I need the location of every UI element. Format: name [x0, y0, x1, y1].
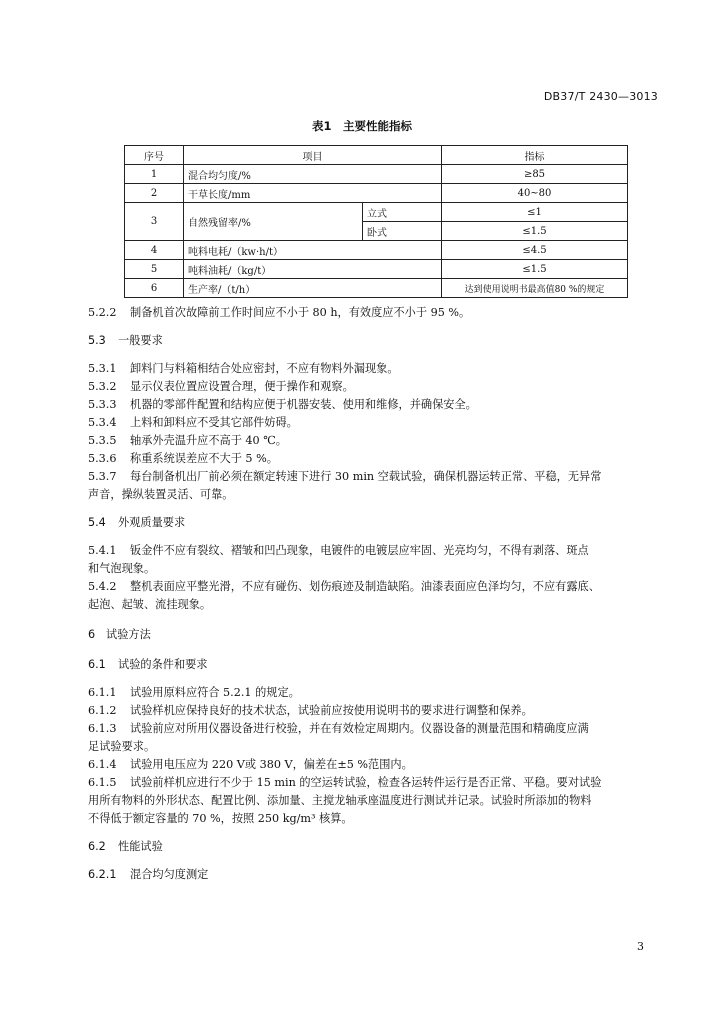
row-no: 6 — [125, 279, 184, 298]
clause-text-line: 每台制备机出厂前必须在额定转速下进行 30 min 空载试验，确保机器运转正常、平稳，无异常 — [130, 470, 602, 483]
chapter-title: 试验方法 — [106, 628, 151, 641]
section-title: 外观质量要求 — [118, 516, 186, 529]
clause-number: 5.3.1 — [88, 362, 117, 375]
clause-number: 6.1.1 — [88, 686, 117, 699]
document-body — [88, 304, 658, 884]
section-6-2-1-heading — [88, 866, 658, 884]
row-no: 3 — [125, 203, 184, 241]
clause-6-1-2 — [88, 702, 658, 720]
clause-5-3-5 — [88, 432, 658, 450]
section-number: 6.2 — [88, 840, 106, 853]
clause-5-3-7 — [88, 468, 658, 486]
row-subtype: 立式 — [363, 203, 442, 222]
row-item: 吨料油耗/（kg/t） — [184, 260, 442, 279]
clause-5-4-2-cont — [88, 596, 658, 614]
clause-number: 5.3.7 — [88, 470, 117, 483]
section-number: 5.4 — [88, 516, 106, 529]
table-header-row — [125, 146, 628, 165]
row-item: 生产率/（t/h） — [184, 279, 442, 298]
performance-table — [124, 145, 628, 298]
clause-number: 5.3.6 — [88, 452, 117, 465]
section-number: 5.3 — [88, 334, 106, 347]
row-value: 达到使用说明书最高值80 %的规定 — [442, 279, 628, 298]
table-row — [125, 184, 628, 203]
table-row — [125, 241, 628, 260]
header-no: 序号 — [125, 146, 184, 165]
clause-6-1-5 — [88, 774, 658, 792]
clause-text: 试验用原料应符合 5.2.1 的规定。 — [130, 686, 300, 699]
clause-number: 5.3.5 — [88, 434, 117, 447]
row-value: ≤1.5 — [442, 222, 628, 241]
clause-text-line: 和气泡现象。 — [88, 562, 156, 575]
table-row — [125, 260, 628, 279]
clause-5-2-2 — [88, 304, 658, 322]
section-5-3-heading — [88, 332, 658, 350]
clause-6-1-4 — [88, 756, 658, 774]
clause-text-line: 试验前样机应进行不少于 15 min 的空运转试验，检查各运转件运行是否正常、平稳。要对试验 — [130, 776, 602, 789]
clause-text-line: 声音，操纵装置灵活、可靠。 — [88, 488, 234, 501]
section-number: 6.2.1 — [88, 868, 117, 881]
clause-5-4-1 — [88, 542, 658, 560]
clause-number: 5.3.3 — [88, 398, 117, 411]
section-number: 6.1 — [88, 658, 106, 671]
clause-text: 机器的零部件配置和结构应便于机器安装、使用和维修，并确保安全。 — [130, 398, 477, 411]
clause-text-line: 起泡、起皱、流挂现象。 — [88, 598, 212, 611]
clause-text: 上料和卸料应不受其它部件妨碍。 — [130, 416, 298, 429]
clause-number: 5.4.2 — [88, 580, 117, 593]
clause-number: 6.1.3 — [88, 722, 117, 735]
clause-number: 6.1.2 — [88, 704, 117, 717]
clause-text-line: 钣金件不应有裂纹、褶皱和凹凸现象，电镀件的电镀层应牢固、光亮均匀，不得有剥落、斑点 — [130, 544, 589, 557]
clause-text-line: 足试验要求。 — [88, 740, 156, 753]
clause-text-line: 试验前应对所用仪器设备进行校验，并在有效检定周期内。仪器设备的测量范围和精确度应满 — [130, 722, 589, 735]
page-number: 3 — [637, 940, 644, 953]
clause-6-1-3 — [88, 720, 658, 738]
clause-5-3-2 — [88, 378, 658, 396]
clause-text-line: 不得低于额定容量的 70 %，按照 250 kg/m³ 核算。 — [88, 812, 353, 825]
clause-number: 5.4.1 — [88, 544, 117, 557]
clause-number: 6.1.4 — [88, 758, 117, 771]
clause-5-3-3 — [88, 396, 658, 414]
clause-6-1-1 — [88, 684, 658, 702]
row-no: 5 — [125, 260, 184, 279]
clause-6-1-5-cont — [88, 792, 658, 810]
row-no: 2 — [125, 184, 184, 203]
section-6-1-heading — [88, 656, 658, 674]
clause-text-line: 整机表面应平整光滑，不应有碰伤、划伤痕迹及制造缺陷。油漆表面应色泽均匀，不应有露底、 — [130, 580, 600, 593]
row-item: 干草长度/mm — [184, 184, 442, 203]
document-id: DB37/T 2430—3013 — [543, 90, 658, 103]
clause-5-3-1 — [88, 360, 658, 378]
clause-number: 5.3.2 — [88, 380, 117, 393]
clause-5-3-4 — [88, 414, 658, 432]
row-value: ≤4.5 — [442, 241, 628, 260]
row-item: 自然残留率/% — [184, 203, 363, 241]
clause-text: 轴承外壳温升应不高于 40 ℃。 — [130, 434, 287, 447]
clause-text: 称重系统误差应不大于 5 %。 — [130, 452, 278, 465]
clause-number: 5.2.2 — [88, 306, 117, 319]
chapter-number: 6 — [88, 628, 96, 641]
section-title: 性能试验 — [118, 840, 163, 853]
clause-5-4-2 — [88, 578, 658, 596]
table-row — [125, 165, 628, 184]
clause-text: 试验用电压应为 220 V或 380 V，偏差在±5 %范围内。 — [130, 758, 413, 771]
section-title: 试验的条件和要求 — [118, 658, 208, 671]
clause-number: 5.3.4 — [88, 416, 117, 429]
clause-text: 显示仪表位置应设置合理，便于操作和观察。 — [130, 380, 354, 393]
chapter-6-heading — [88, 626, 658, 644]
clause-text: 制备机首次故障前工作时间应不小于 80 h，有效度应不小于 95 %。 — [130, 306, 471, 319]
clause-text: 卸料门与料箱相结合处应密封，不应有物料外漏现象。 — [130, 362, 399, 375]
table-caption: 表1 主要性能指标 — [311, 119, 412, 133]
section-title: 混合均匀度测定 — [130, 868, 209, 881]
row-value: ≤1.5 — [442, 260, 628, 279]
table-row — [125, 279, 628, 298]
clause-6-1-5-cont — [88, 810, 658, 828]
row-no: 1 — [125, 165, 184, 184]
section-5-4-heading — [88, 514, 658, 532]
header-indicator: 指标 — [442, 146, 628, 165]
row-item: 混合均匀度/% — [184, 165, 442, 184]
row-value: 40~80 — [442, 184, 628, 203]
section-6-2-heading — [88, 838, 658, 856]
clause-5-3-7-cont — [88, 486, 658, 504]
clause-text: 试验样机应保持良好的技术状态，试验前应按使用说明书的要求进行调整和保养。 — [130, 704, 533, 717]
clause-5-3-6 — [88, 450, 658, 468]
row-subtype: 卧式 — [363, 222, 442, 241]
row-item: 吨料电耗/（kw·h/t） — [184, 241, 442, 260]
table-row — [125, 203, 628, 222]
clause-number: 6.1.5 — [88, 776, 117, 789]
clause-6-1-3-cont — [88, 738, 658, 756]
row-value: ≥85 — [442, 165, 628, 184]
row-value: ≤1 — [442, 203, 628, 222]
header-item: 项目 — [184, 146, 442, 165]
section-title: 一般要求 — [118, 334, 163, 347]
clause-5-4-1-cont — [88, 560, 658, 578]
row-no: 4 — [125, 241, 184, 260]
clause-text-line: 用所有物料的外形状态、配置比例、添加量、主搅龙轴承座温度进行测试并记录。试验时所添加的物料 — [88, 794, 592, 807]
